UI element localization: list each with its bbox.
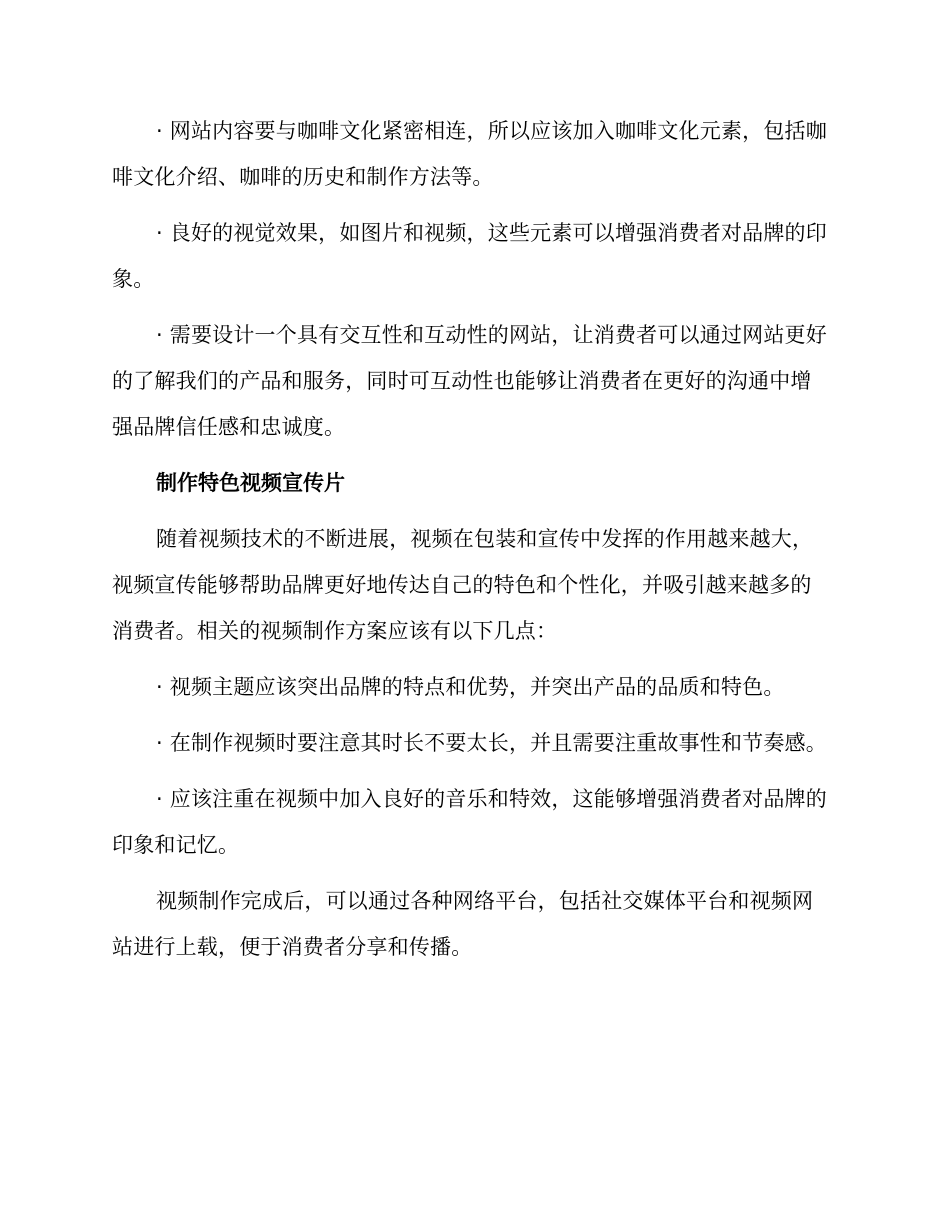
body-paragraph: 随着视频技术的不断进展，视频在包装和宣传中发挥的作用越来越大，视频宣传能够帮助品牌更好地传达自己的特色和个性化，并吸引越来越多的消费者。相关的视频制作方案应该有以下几点： [112, 527, 814, 643]
bullet-paragraph: · 网站内容要与咖啡文化紧密相连，所以应该加入咖啡文化元素，包括咖啡文化介绍、咖啡的历史和制作方法等。 [112, 119, 827, 189]
bullet-paragraph: · 应该注重在视频中加入良好的音乐和特效，这能够增强消费者对品牌的印象和记忆。 [112, 787, 827, 857]
bullet-paragraph: · 在制作视频时要注意其时长不要太长，并且需要注重故事性和节奏感。 [156, 731, 827, 755]
document-page [112, 108, 832, 980]
bullet-paragraph: · 良好的视觉效果，如图片和视频，这些元素可以增强消费者对品牌的印象。 [112, 221, 827, 291]
section-heading: 制作特色视频宣传片 [156, 471, 345, 495]
body-paragraph: 视频制作完成后，可以通过各种网络平台，包括社交媒体平台和视频网站进行上载，便于消费者分享和传播。 [112, 889, 814, 959]
bullet-paragraph: · 视频主题应该突出品牌的特点和优势，并突出产品的品质和特色。 [156, 675, 785, 699]
bullet-paragraph: · 需要设计一个具有交互性和互动性的网站，让消费者可以通过网站更好的了解我们的产品和服务，同时可互动性也能够让消费者在更好的沟通中增强品牌信任感和忠诚度。 [112, 323, 827, 439]
